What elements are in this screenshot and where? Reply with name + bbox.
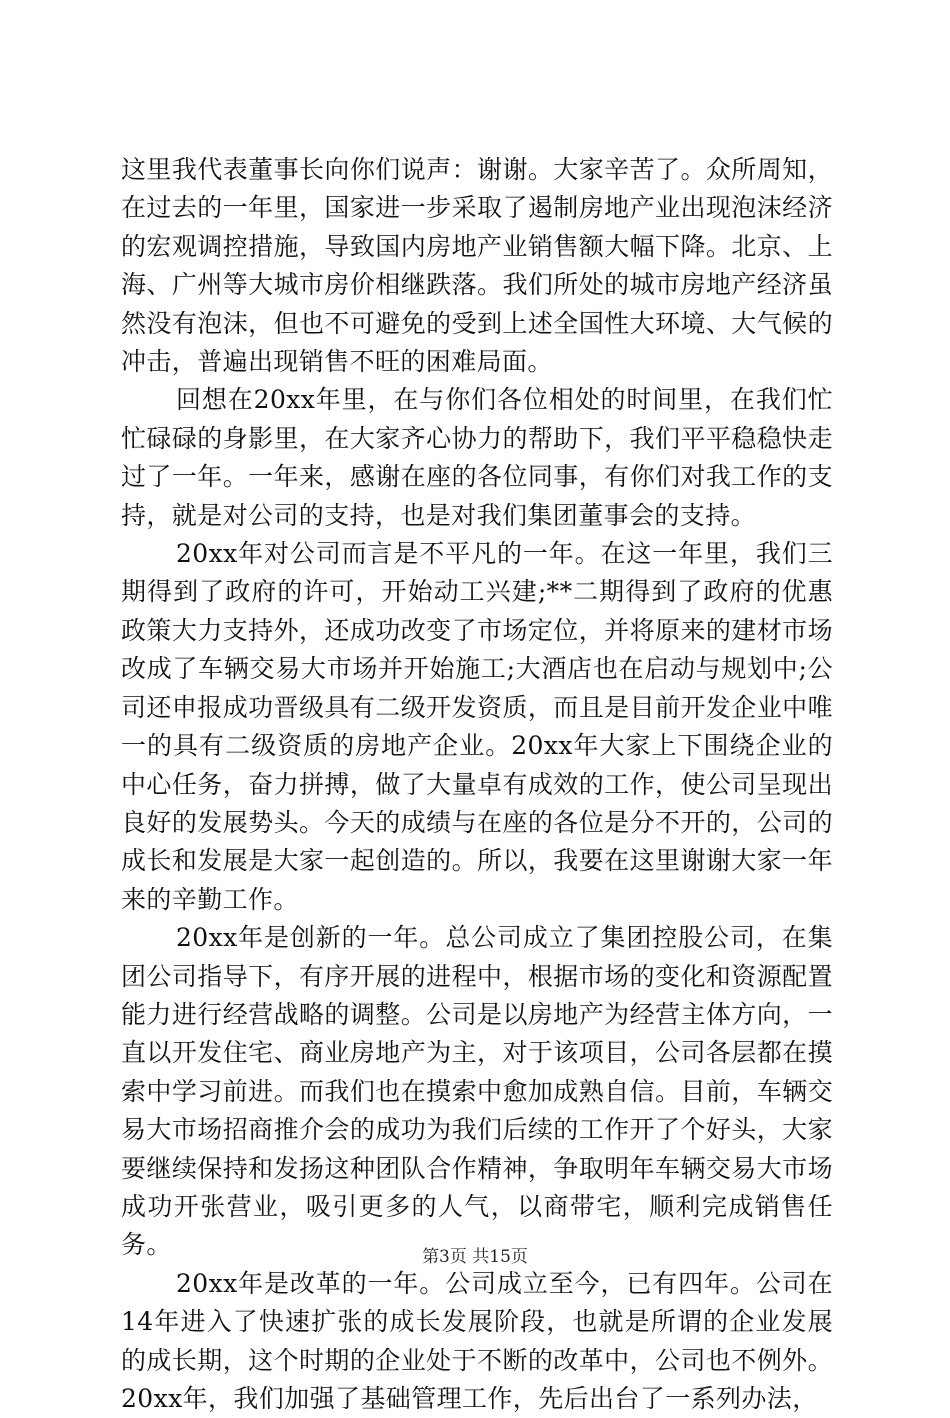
paragraph-3: 20xx年对公司而言是不平凡的一年。在这一年里，我们三期得到了政府的许可，开始动工兴建;**二期得到了政府的优惠政策大力支持外，还成功改变了市场定位，并将原来的建材市场改成了车辆交易大市场并开始施工;大酒店也在启动与规划中;公司还申报成功晋级具有二级开发资质，而且是目前开发企业中唯一的具有二级资质的房地产企业。20xx年大家上下围绕企业的中心任务，奋力拼搏，做了大量卓有成效的工作，使公司呈现出良好的发展势头。今天的成绩与在座的各位是分不开的，公司的成长和发展是大家一起创造的。所以，我要在这里谢谢大家一年来的辛勤工作。 xyxy=(121,539,833,914)
paragraph-1: 这里我代表董事长向你们说声：谢谢。大家辛苦了。众所周知，在过去的一年里，国家进一步采取了遏制房地产业出现泡沫经济的宏观调控措施，导致国内房地产业销售额大幅下降。北京、上海、广州等大城市房价相继跌落。我们所处的城市房地产经济虽然没有泡沫，但也不可避免的受到上述全国性大环境、大气候的冲击，普遍出现销售不旺的困难局面。 xyxy=(121,155,833,377)
paragraph-5: 20xx年是改革的一年。公司成立至今，已有四年。公司在14年进入了快速扩张的成长发展阶段，也就是所谓的企业发展的成长期，这个时期的企业处于不断的改革中，公司也不例外。20xx年，我们加强了基础管理工作，先后出台了一系列办法， xyxy=(121,1268,833,1413)
page-number-footer: 第3页 共15页 xyxy=(422,1247,528,1267)
paragraph-2: 回想在20xx年里，在与你们各位相处的时间里，在我们忙忙碌碌的身影里，在大家齐心协力的帮助下，我们平平稳稳快走过了一年。一年来，感谢在座的各位同事，有你们对我工作的支持，就是对公司的支持，也是对我们集团董事会的支持。 xyxy=(121,385,833,530)
paragraph-4: 20xx年是创新的一年。总公司成立了集团控股公司，在集团公司指导下，有序开展的进程中，根据市场的变化和资源配置能力进行经营战略的调整。公司是以房地产为经营主体方向，一直以开发住宅、商业房地产为主，对于该项目，公司各层都在摸索中学习前进。而我们也在摸索中愈加成熟自信。目前，车辆交易大市场招商推介会的成功为我们后续的工作开了个好头，大家要继续保持和发扬这种团队合作精神，争取明年车辆交易大市场成功开张营业，吸引更多的人气，以商带宅，顺利完成销售任务。 xyxy=(121,923,833,1260)
document-body xyxy=(121,151,833,1418)
